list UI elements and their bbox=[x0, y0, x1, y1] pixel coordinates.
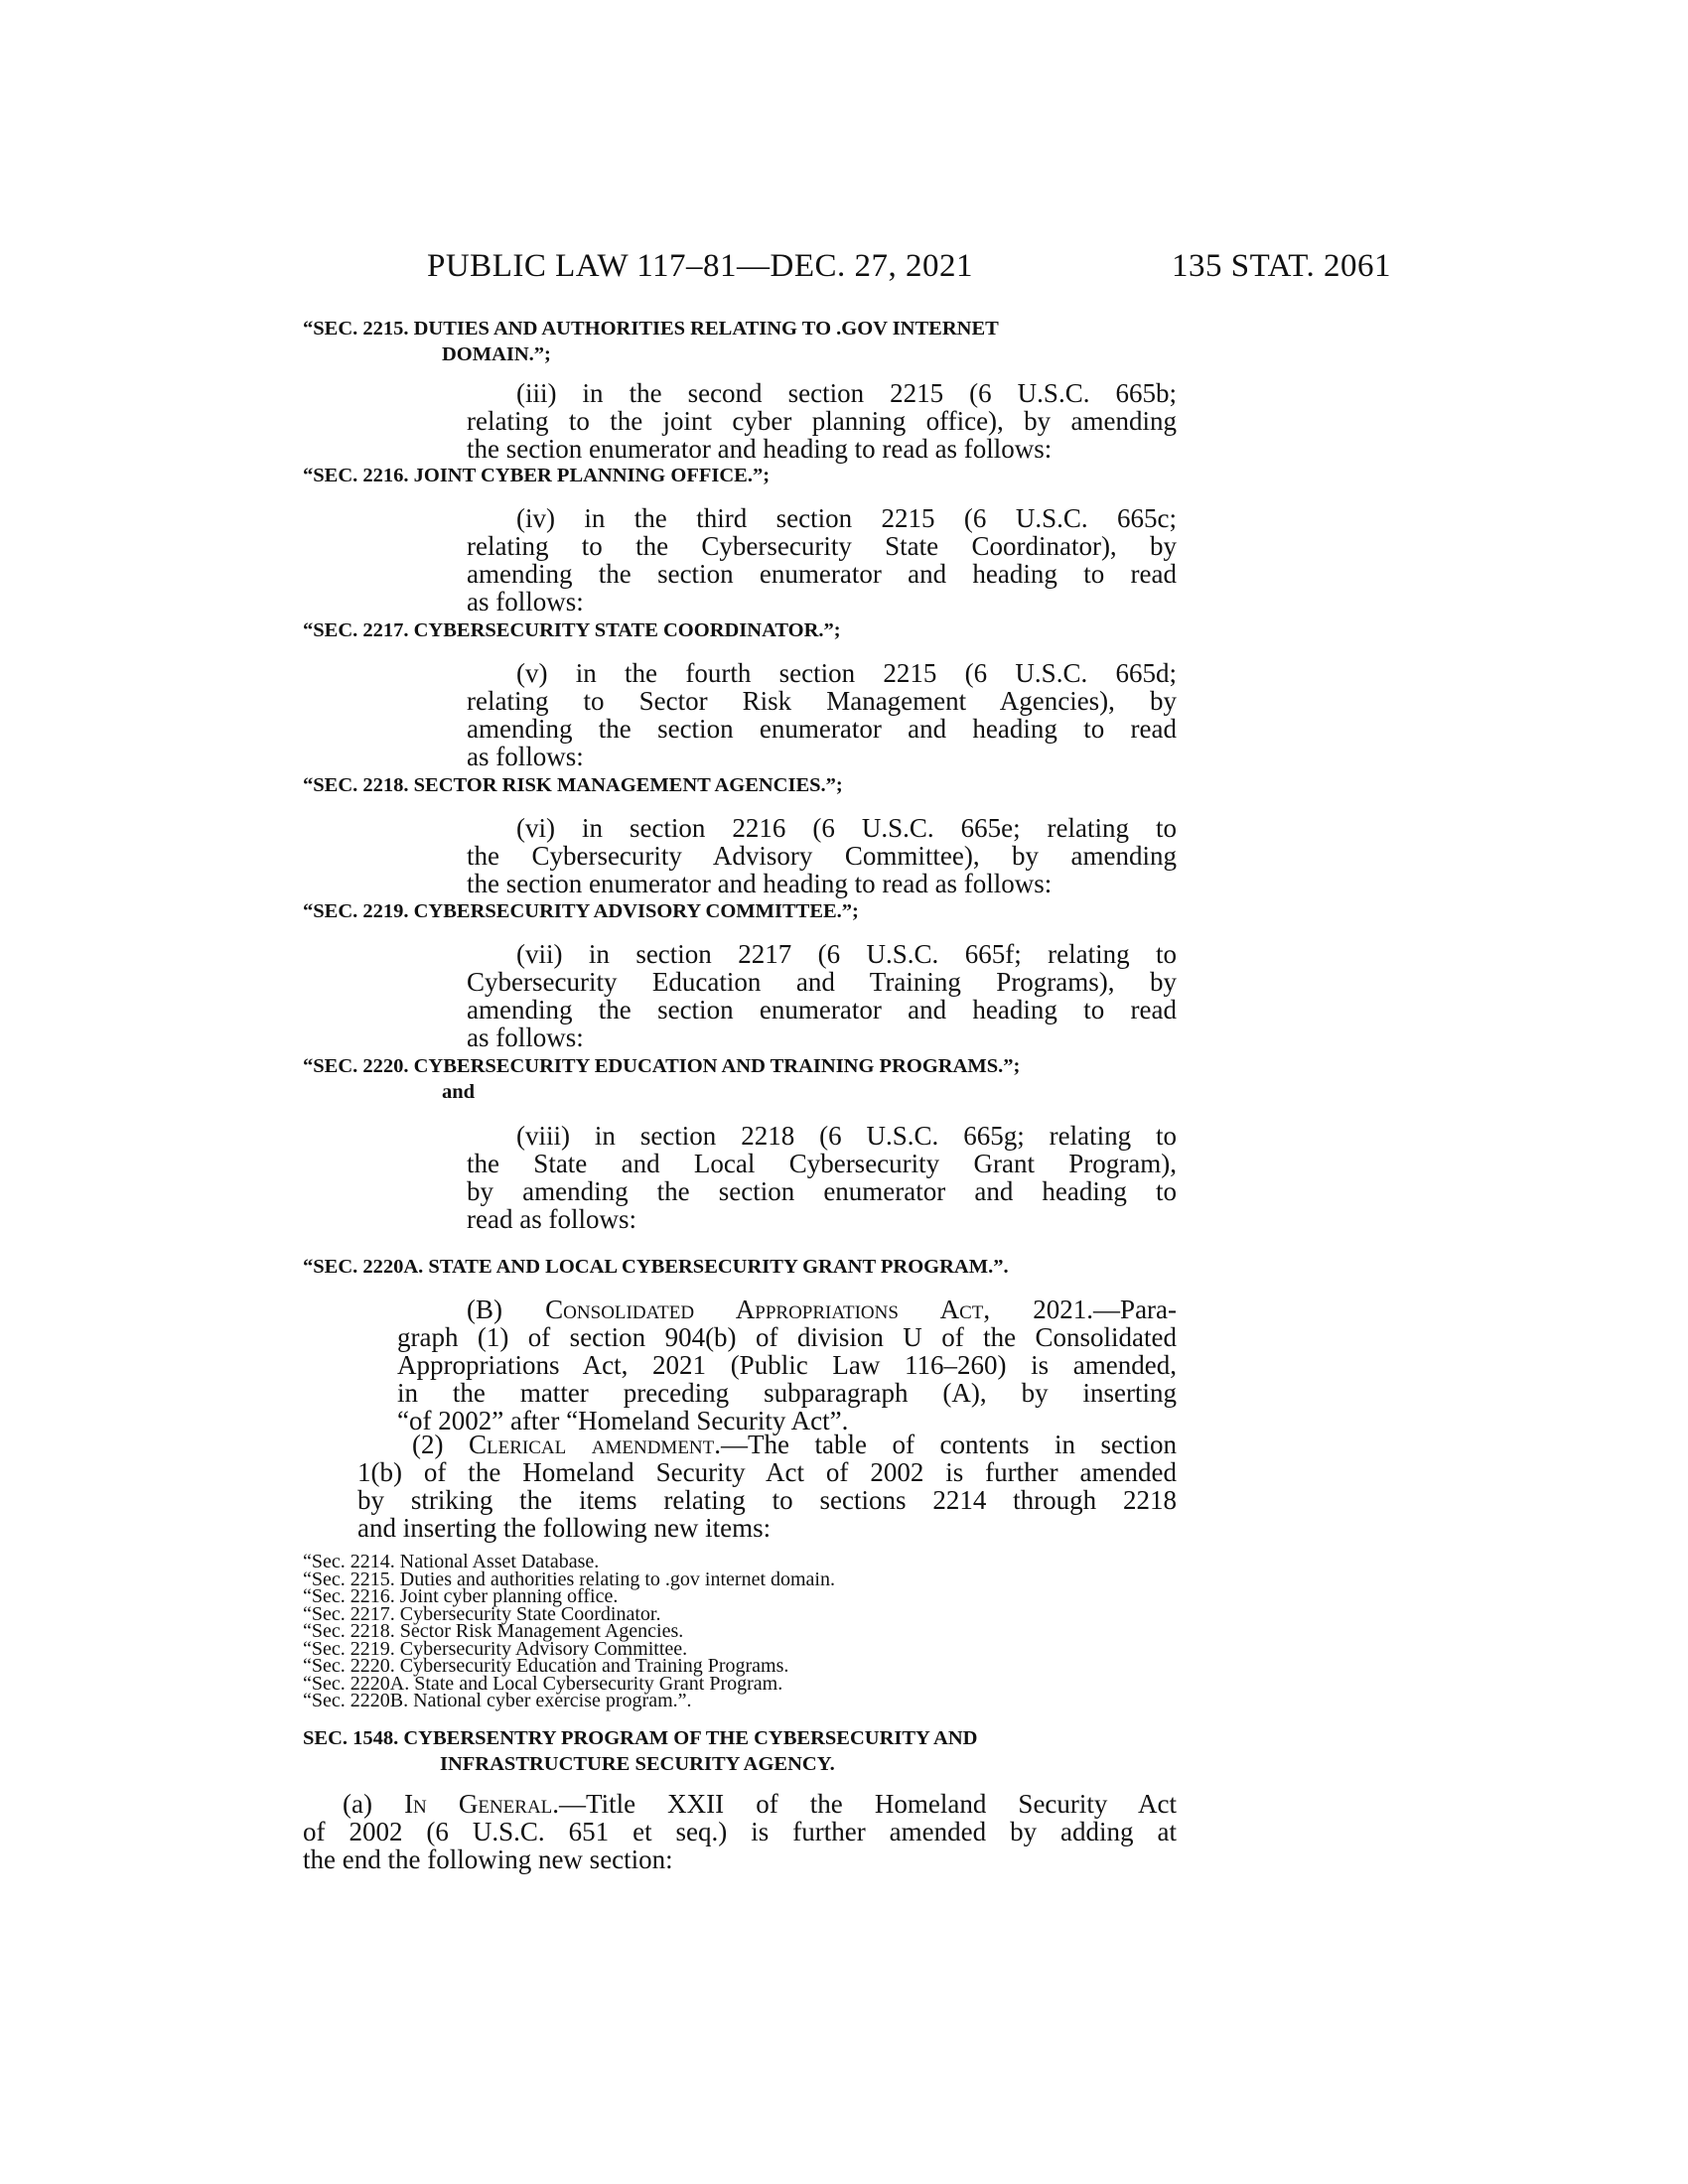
running-header-page: 135 STAT. 2061 bbox=[1172, 248, 1392, 284]
toc-item: “Sec. 2217. Cybersecurity State Coordinator. bbox=[303, 1602, 661, 1625]
paragraph-vii: (vii) in section 2217 (6 U.S.C. 665f; relating to Cybersecurity Education and Training Programs), by amending the section enumerator and heading to read as follows: bbox=[467, 939, 1177, 1052]
section-heading-2220A: “SEC. 2220A. STATE AND LOCAL CYBERSECURITY GRANT PROGRAM.”. bbox=[303, 1256, 1009, 1278]
section-heading-1548: SEC. 1548. CYBERSENTRY PROGRAM OF THE CYBERSECURITY AND INFRASTRUCTURE SECURITY AGENCY. bbox=[303, 1727, 978, 1775]
section-heading-2219: “SEC. 2219. CYBERSECURITY ADVISORY COMMITTEE.”; bbox=[303, 900, 859, 922]
toc-item: “Sec. 2220A. State and Local Cybersecurity Grant Program. bbox=[303, 1672, 783, 1695]
paragraph-vi: (vi) in section 2216 (6 U.S.C. 665e; relating to the Cybersecurity Advisory Committee), by amending the section enumerator and heading to read as follows: bbox=[467, 813, 1177, 898]
toc-item: “Sec. 2215. Duties and authorities relating to .gov internet domain. bbox=[303, 1568, 835, 1590]
paragraph-viii: (viii) in section 2218 (6 U.S.C. 665g; relating to the State and Local Cybersecurity Grant Program), by amending the section enumerator and heading to read as follows: bbox=[467, 1121, 1177, 1234]
section-heading-2220: “SEC. 2220. CYBERSECURITY EDUCATION AND TRAINING PROGRAMS.”; and bbox=[303, 1055, 1021, 1103]
toc-item: “Sec. 2220B. National cyber exercise program.”. bbox=[303, 1690, 692, 1711]
running-header-title: PUBLIC LAW 117–81—DEC. 27, 2021 bbox=[427, 248, 974, 284]
section-heading-2216: “SEC. 2216. JOINT CYBER PLANNING OFFICE.”; bbox=[303, 465, 771, 486]
paragraph-a-in-general: (a) In General.—Title XXII of the Homeland Security Act of 2002 (6 U.S.C. 651 et seq.) is further amended by adding at the end the following new section: bbox=[303, 1789, 1177, 1874]
paragraph-v: (v) in the fourth section 2215 (6 U.S.C. 665d; relating to Sector Risk Management Agencies), by amending the section enumerator and heading to read as follows: bbox=[467, 658, 1177, 771]
paragraph-iii: (iii) in the second section 2215 (6 U.S.C. 665b; relating to the joint cyber planning office), by amending the section enumerator and heading to read as follows: bbox=[467, 378, 1177, 464]
toc-item: “Sec. 2214. National Asset Database. bbox=[303, 1551, 600, 1572]
section-heading-2217: “SEC. 2217. CYBERSECURITY STATE COORDINATOR.”; bbox=[303, 619, 841, 641]
toc-item: “Sec. 2218. Sector Risk Management Agencies. bbox=[303, 1620, 684, 1642]
paragraph-clerical-amendment: (2) Clerical amendment.—The table of contents in section 1(b) of the Homeland Security Act of 2002 is further amended by striking the items relating to sections 2214 through 2218 and inserting the following new items: bbox=[357, 1430, 1177, 1543]
paragraph-iv: (iv) in the third section 2215 (6 U.S.C. 665c; relating to the Cybersecurity State Coordinator), by amending the section enumerator and heading to read as follows: bbox=[467, 503, 1177, 616]
toc-item: “Sec. 2220. Cybersecurity Education and Training Programs. bbox=[303, 1655, 789, 1677]
section-heading-2218: “SEC. 2218. SECTOR RISK MANAGEMENT AGENCIES.”; bbox=[303, 774, 843, 796]
table-of-contents-items bbox=[303, 1551, 835, 1711]
section-heading-2215: “SEC. 2215. DUTIES AND AUTHORITIES RELATING TO .GOV INTERNET DOMAIN.”; bbox=[303, 318, 999, 365]
toc-item: “Sec. 2219. Cybersecurity Advisory Committee. bbox=[303, 1637, 688, 1660]
paragraph-B: (B) Consolidated Appropriations Act, 2021.—Para- graph (1) of section 904(b) of division U of the Consolidated Appropriations Act, 2021 (Public Law 116–260) is amended, in the matter preceding subparagraph (A), by inserting “of 2002” after “Homeland Security Act”. bbox=[397, 1295, 1178, 1435]
toc-item: “Sec. 2216. Joint cyber planning office. bbox=[303, 1585, 619, 1607]
